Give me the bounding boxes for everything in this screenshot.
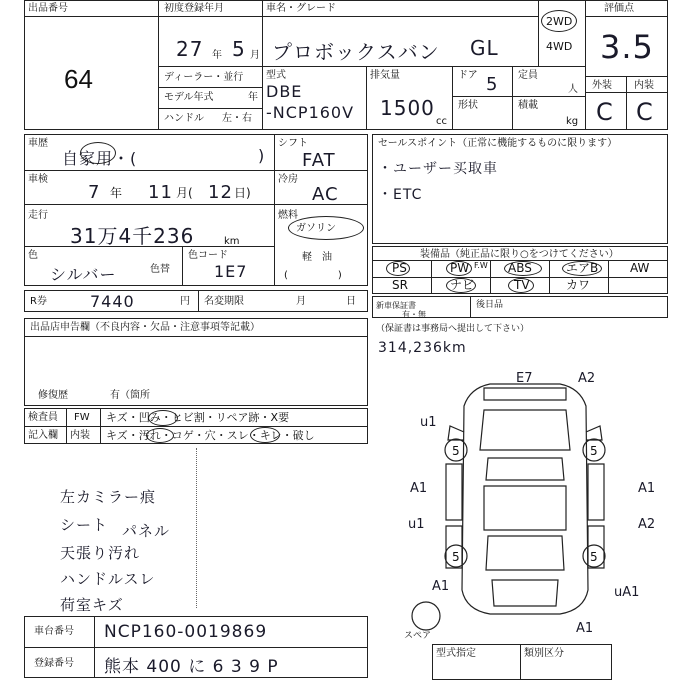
mark-a1a: A1 [410, 481, 428, 496]
divider [158, 66, 585, 67]
equip-ps: PS [392, 261, 407, 275]
divider [585, 92, 668, 93]
inspector-in-items: キズ・汚れ・コゲ・穴・スレ・キレ・破し [106, 429, 315, 442]
divider [585, 0, 586, 130]
divider [626, 76, 627, 130]
equip-navi: ナビ [450, 278, 475, 292]
first-reg-year-unit: 年 [212, 50, 222, 61]
inspection-month: 11 [148, 182, 173, 203]
divider [158, 87, 262, 88]
note-value: 314,236km [378, 340, 467, 356]
mileage-unit: km [224, 236, 240, 247]
deadline-label: 名変期限 [204, 296, 244, 307]
equip-mark [446, 278, 476, 293]
displacement-label: 排気量 [370, 70, 400, 81]
load-unit: kg [566, 116, 579, 127]
fuel-kei: 軽 油 [302, 252, 332, 263]
recycle-row [24, 290, 368, 312]
inspector-note-4: ハンドルスレ [60, 570, 156, 588]
mark-front: E7 [516, 371, 533, 386]
car-diagram [380, 370, 670, 641]
recycle-value: 7440 [90, 292, 135, 311]
history-close: ) [258, 146, 266, 165]
inspector-in: 内装 [70, 430, 90, 441]
note-label: （保証書は事務局へ提出して下さい） [376, 324, 530, 334]
equip-mark [562, 261, 602, 276]
divider [512, 66, 513, 96]
score-value: 3.5 [600, 28, 654, 66]
inspection-y: 年 [110, 186, 123, 200]
handle-options: 左・右 [222, 113, 252, 124]
color-value: シルバー [50, 265, 117, 284]
divider [274, 134, 275, 286]
type-value1: DBE [266, 82, 303, 101]
warranty-label: 新車保証書 [376, 301, 416, 310]
displacement-unit: cc [436, 116, 447, 127]
sales-point-2: ・ETC [378, 187, 423, 203]
first-reg-month-unit: 月 [250, 50, 260, 61]
shift-value: FAT [302, 150, 336, 171]
color-swap-label: 色替 [150, 264, 170, 275]
inspector-label1: 検査員 [28, 412, 58, 423]
first-reg-month: 5 [232, 37, 246, 61]
exterior-label: 外装 [592, 80, 612, 91]
inspection-year: 7 [88, 182, 101, 203]
capacity-unit: 人 [568, 84, 578, 95]
model-label: 車名・グレード [266, 3, 336, 14]
mileage-label: 走行 [28, 210, 48, 221]
deadline-day: 日 [346, 296, 356, 307]
inspection-d: 日) [234, 186, 251, 200]
divider [431, 260, 432, 294]
lot-label: 出品番号 [28, 3, 68, 14]
warranty-value: 有・無 [402, 310, 426, 319]
recycle-label: R券 [30, 296, 47, 307]
divider [262, 16, 538, 17]
divider [66, 408, 67, 444]
equip-abs: ABS [508, 261, 532, 275]
model-name: プロボックスバン [272, 40, 440, 64]
model-grade: GL [470, 36, 499, 60]
equipment-label: 装備品（純正品に限り○をつけてください） [420, 249, 619, 260]
divider [366, 66, 367, 130]
divider [470, 296, 471, 318]
tire-depth-rr: 5 [590, 550, 598, 564]
mileage-value: 31万4千236 [70, 224, 195, 248]
inspector-note-2: シート [60, 516, 109, 534]
divider [24, 336, 368, 337]
mark-u1b: u1 [408, 517, 425, 532]
equip-airbag: エアB [566, 261, 599, 275]
inspector-label2: 記入欄 [28, 430, 58, 441]
chassis-label: 車台番号 [34, 626, 74, 637]
equip-aw: AW [630, 261, 650, 275]
spare-label: スペア [404, 631, 432, 641]
equip-mark [446, 261, 472, 276]
inspection-m: 月( [176, 186, 193, 200]
doors-value: 5 [486, 74, 499, 95]
doors-label: ドア [458, 70, 478, 81]
chassis-value: NCP160-0019869 [104, 622, 268, 642]
type-spec-label: 型式指定 [436, 648, 476, 659]
divider [100, 408, 101, 444]
fuel-label: 燃料 [278, 210, 298, 221]
tire-depth-fr: 5 [590, 444, 598, 458]
repair-value: 有（箇所 [110, 390, 150, 401]
color-code: 1E7 [214, 262, 248, 281]
repair-label: 修復歴 [38, 390, 68, 401]
recycle-unit: 円 [180, 296, 190, 307]
mark-a1c: A1 [432, 579, 450, 594]
mark-ua1: uA1 [614, 585, 640, 600]
deadline-month: 月 [296, 296, 306, 307]
fuel-value: ガソリン [296, 223, 336, 234]
exterior-grade: C [596, 98, 614, 126]
divider [549, 260, 550, 294]
inspector-mark [146, 428, 174, 443]
color-code-label: 色コード [188, 250, 228, 261]
interior-label: 内装 [634, 80, 654, 91]
first-reg-label: 初度登録年月 [164, 3, 224, 14]
mark-a1b: A1 [638, 481, 656, 496]
drive-2wd: 2WD [546, 15, 573, 28]
divider [262, 66, 263, 130]
inspector-fw: FW [74, 412, 90, 423]
plate-value: 熊本 400 に 6 3 9 P [104, 657, 279, 677]
color-label: 色 [28, 250, 38, 261]
dealer-report-label: 出品店申告欄（不良内容・欠品・注意事項等記載） [30, 322, 260, 333]
divider [512, 96, 513, 130]
inspector-note-5: 荷室キズ [60, 596, 124, 614]
inspector-note-side: パネル [122, 522, 171, 540]
mark-u1a: u1 [420, 415, 437, 430]
tire-depth-rl: 5 [452, 550, 460, 564]
load-label: 積載 [518, 100, 538, 111]
dotted-guide [196, 448, 197, 608]
divider [24, 426, 368, 427]
equip-sr: SR [392, 278, 408, 292]
inspection-day: 12 [208, 182, 233, 203]
drive-4wd: 4WD [546, 40, 573, 53]
inspector-mark [148, 410, 178, 426]
history-circle [80, 142, 116, 164]
equip-tv: TV [514, 278, 530, 292]
equip-mark [508, 278, 534, 293]
equip-pw-note: F.W [474, 261, 488, 270]
capacity-label: 定員 [518, 70, 538, 81]
type-label: 型式 [266, 70, 286, 81]
score-label: 評価点 [604, 3, 634, 14]
reg-label: 後日品 [476, 300, 504, 310]
shape-label: 形状 [458, 100, 478, 111]
divider [262, 0, 263, 66]
mark-a2c: A2 [638, 517, 656, 532]
plate-label: 登録番号 [34, 658, 74, 669]
divider [538, 0, 539, 66]
inspector-note-3: 天張り汚れ [60, 544, 141, 562]
first-reg-year: 27 [176, 37, 204, 61]
divider [24, 647, 368, 648]
ac-label: 冷房 [278, 174, 298, 185]
equip-mark [386, 261, 410, 276]
history-value: 自家用・( [62, 149, 138, 168]
inspector-mark [250, 427, 280, 443]
sales-point-label: セールスポイント（正常に機能するものに限ります） [378, 138, 618, 149]
equip-mark [504, 261, 542, 276]
mark-front2: A2 [578, 371, 596, 386]
model-year-unit: 年 [248, 92, 258, 103]
divider [490, 260, 491, 294]
lot-number: 64 [64, 64, 93, 94]
divider [182, 246, 183, 286]
equip-pw: PW [450, 261, 470, 275]
dealer-label: ディーラー・並行 [164, 72, 244, 83]
class-label: 類別区分 [524, 648, 564, 659]
tire-depth-fl: 5 [452, 444, 460, 458]
divider [158, 0, 159, 130]
inspection-label: 車検 [28, 174, 48, 185]
divider [608, 260, 609, 294]
inspector-fw-items: キズ・凹み・ヒビ割・リペア跡・X要 [106, 411, 290, 424]
divider [452, 96, 585, 97]
divider [158, 108, 262, 109]
fuel-paren: ( ) [284, 270, 342, 281]
divider [520, 644, 521, 680]
divider [94, 616, 95, 678]
ac-value: AC [312, 184, 339, 205]
inspector-note-1: 左カミラー痕 [60, 488, 157, 506]
equip-leather: カワ [566, 278, 591, 292]
model-year-label: モデル年式 [164, 92, 214, 103]
interior-grade: C [636, 98, 654, 126]
divider [452, 66, 453, 130]
shift-label: シフト [278, 138, 308, 149]
history-label: 車歴 [28, 138, 48, 149]
divider [198, 290, 199, 312]
handle-label: ハンドル [164, 113, 204, 124]
divider [24, 16, 158, 17]
divider [585, 16, 668, 17]
type-value2: -NCP160V [266, 103, 355, 122]
divider [158, 16, 262, 17]
mark-a1d: A1 [576, 621, 594, 636]
displacement-value: 1500 [380, 96, 435, 120]
sales-point-1: ・ユーザー买取車 [378, 161, 498, 177]
